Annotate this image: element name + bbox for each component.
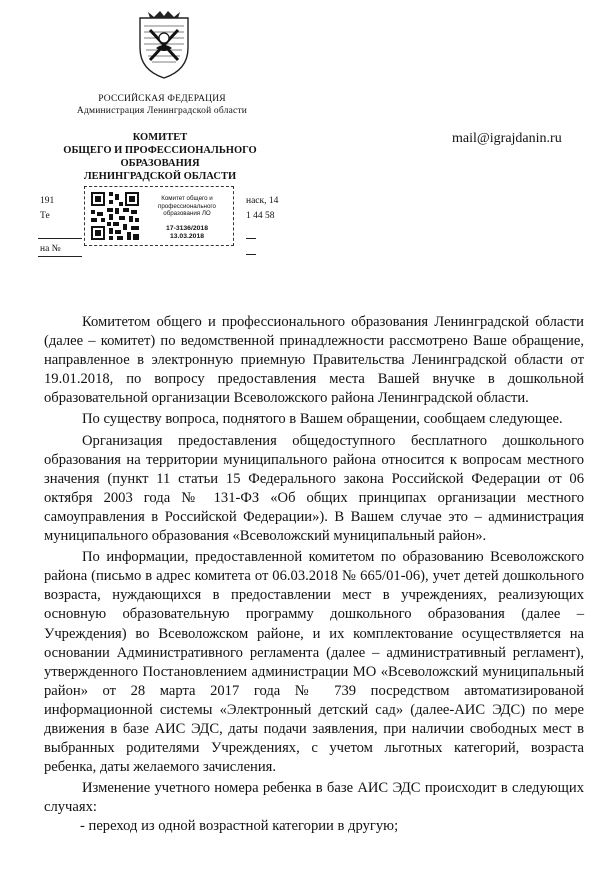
- coat-of-arms-emblem: [134, 8, 194, 80]
- address-fragment-left-2: Те: [40, 211, 50, 221]
- paragraph-3: Организация предоставления общедоступного бесплатного дошкольного образования на территории муниципального района относится к вопросам местного значения (пункт 11 статьи 15 Федерального закона Российской Федерации от 06 октября 2003 года № 131-ФЗ «Об общих принципах организации местного самоуправления в Российской Федерации»). В Вашем случае это – администрация муниципального образования «Всеволожский муниципальный район».: [44, 432, 584, 545]
- paragraph-5: Изменение учетного номера ребенка в базе АИС ЭДС происходит в следующих случаях:: [44, 780, 584, 816]
- recipient-email: mail@igrajdanin.ru: [452, 131, 562, 146]
- qr-code-icon: [91, 192, 139, 240]
- paragraph-2: По существу вопроса, поднятого в Вашем обращении, сообщаем следующее.: [82, 411, 563, 428]
- reference-line-end: [246, 254, 256, 255]
- letter-body: [44, 313, 584, 837]
- stamp-date: 13.03.2018: [169, 233, 205, 240]
- administration-name: Администрация Ленинградской области: [76, 106, 248, 116]
- stamp-number: 17-3136/2018: [166, 225, 208, 232]
- paragraph-4: По информации, предоставленной комитетом по образованию Всеволожского района (письмо в адрес комитета от 06.03.2018 № 665/01-06), учет детей дошкольного возраста, нуждающихся в предоставлении мест в учреждениях, реализующих основную образовательную программу дошкольного образования (далее – Учреждения) во Всеволожском районе, и их комплектование осуществляется на основании Административного регламента (далее – административный регламент), утвержденного Постановлением администрации МО «Всеволожский муниципальный район» от 28 марта 2017 года № 739 посредством автоматизированой информационной системы «Электронный детский сад» (далее-АИС ЭДС) по мере движения в базе АИС ЭДС, даты подачи заявления, при наличии свободных мест в выбранных родителями Учреждениях, с учетом льготных категорий, возраста ребенка, даты желаемого зачисления.: [44, 549, 584, 776]
- registration-stamp: [84, 186, 234, 246]
- address-fragment-right-2: 1 44 58: [246, 211, 275, 221]
- committee-line-4: ЛЕНИНГРАДСКОЙ ОБЛАСТИ: [83, 171, 237, 182]
- country-name: РОССИЙСКАЯ ФЕДЕРАЦИЯ: [98, 94, 226, 104]
- stamp-line-1: Комитет общего и: [161, 195, 213, 202]
- paragraph-1: Комитетом общего и профессионального образования Ленинградской области (далее – комитет) по ведомственной принадлежности рассмотрено Ваше обращение, направленное в электронную приемную Правительства Ленинградской области от 19.01.2018, по вопросу предоставления места Вашей внучке в дошкольной образовательной организации Всеволожского района Ленинградской области.: [44, 314, 584, 407]
- committee-line-1: КОМИТЕТ: [132, 132, 188, 143]
- date-line-end: [246, 238, 256, 239]
- reference-prefix: на №: [40, 244, 61, 254]
- date-line: [38, 238, 82, 239]
- stamp-line-2: профессионального: [158, 202, 216, 210]
- reference-line: [38, 256, 82, 257]
- stamp-registration: [143, 225, 231, 241]
- address-fragment-left-1: 191: [40, 196, 55, 206]
- committee-line-2: ОБЩЕГО И ПРОФЕССИОНАЛЬНОГО: [63, 145, 257, 156]
- stamp-organization: [143, 195, 231, 218]
- committee-line-3: ОБРАЗОВАНИЯ: [120, 158, 200, 169]
- address-fragment-right-1: наск, 14: [246, 196, 279, 206]
- list-item: - переход из одной возрастной категории в другую;: [80, 818, 399, 835]
- stamp-line-3: образования ЛО: [163, 210, 211, 218]
